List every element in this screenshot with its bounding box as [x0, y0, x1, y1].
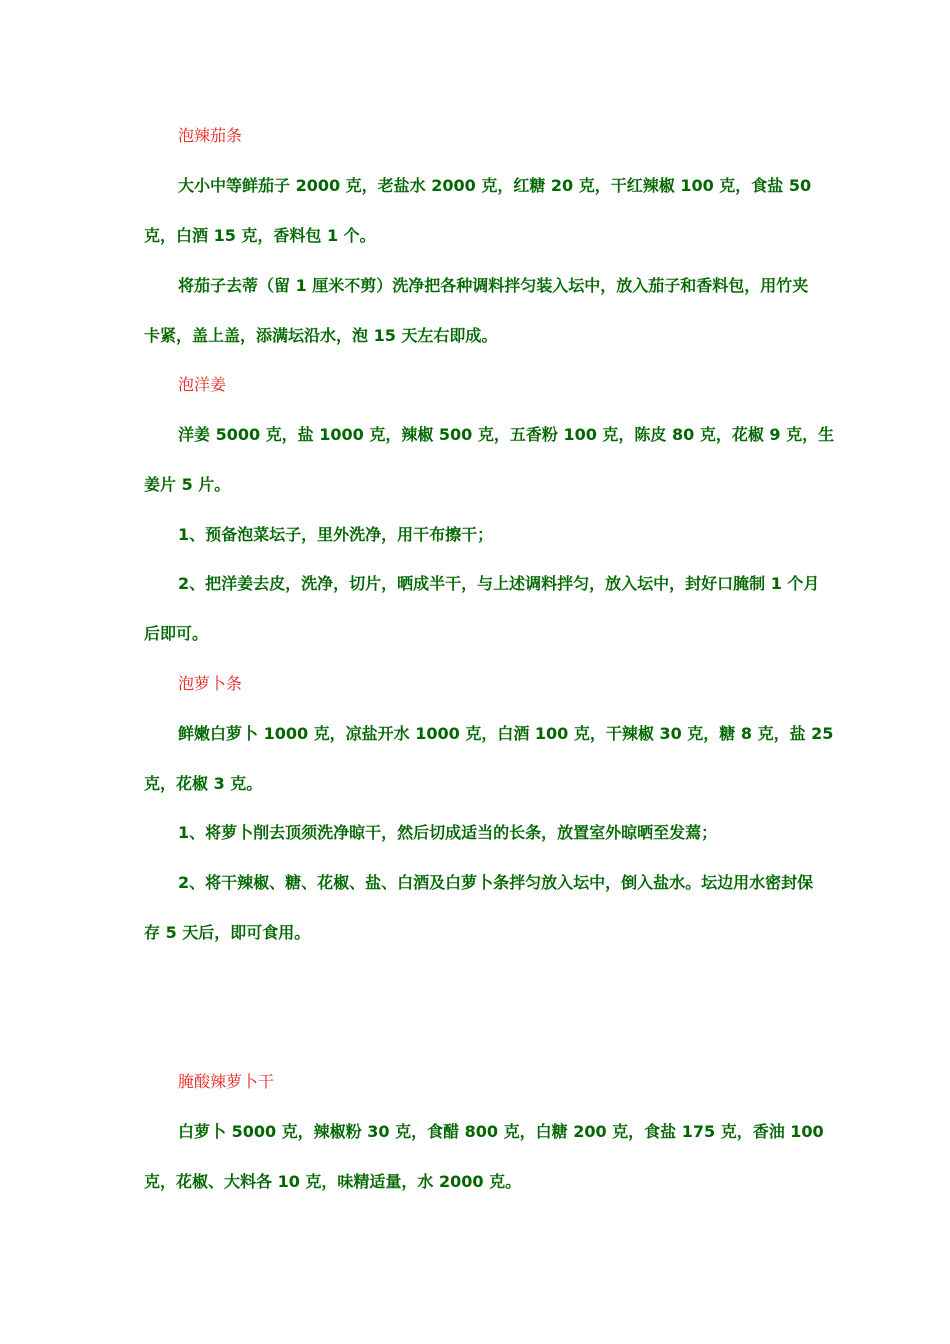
ingredients-line: 鲜嫩白萝卜 1000 克，凉盐开水 1000 克，白酒 100 克，干辣椒 30 克，糖 8 克，盐 25 — [178, 724, 834, 743]
section-title: 腌酸辣萝卜干 — [178, 1072, 275, 1091]
step-line: 后即可。 — [144, 624, 209, 643]
ingredients-line: 克，花椒 3 克。 — [144, 774, 263, 793]
step-line: 1、将萝卜削去顶须洗净晾干，然后切成适当的长条，放置室外晾晒至发蔫； — [178, 823, 718, 842]
ingredients-line: 大小中等鲜茄子 2000 克，老盐水 2000 克，红糖 20 克，干红辣椒 100 克，食盐 50 — [178, 176, 812, 195]
step-line: 2、将干辣椒、糖、花椒、盐、白酒及白萝卜条拌匀放入坛中，倒入盐水。坛边用水密封保 — [178, 873, 814, 892]
ingredients-line: 克，花椒、大料各 10 克，味精适量，水 2000 克。 — [144, 1172, 522, 1191]
ingredients-line: 洋姜 5000 克，盐 1000 克，辣椒 500 克，五香粉 100 克，陈皮 80 克，花椒 9 克，生 — [178, 425, 835, 444]
section-title: 泡洋姜 — [178, 375, 227, 394]
ingredients-line: 克，白酒 15 克，香料包 1 个。 — [144, 226, 376, 245]
section-title: 泡萝卜条 — [178, 674, 243, 693]
method-line: 将茄子去蒂（留 1 厘米不剪）洗净把各种调料拌匀装入坛中，放入茄子和香料包，用竹夹 — [178, 276, 809, 295]
ingredients-line: 白萝卜 5000 克，辣椒粉 30 克，食醋 800 克，白糖 200 克，食盐 175 克，香油 100 — [178, 1122, 824, 1141]
step-line: 2、把洋姜去皮，洗净，切片，晒成半干，与上述调料拌匀，放入坛中，封好口腌制 1 个月 — [178, 574, 820, 593]
method-line: 卡紧，盖上盖，添满坛沿水，泡 15 天左右即成。 — [144, 326, 498, 345]
section-title: 泡辣茄条 — [178, 126, 243, 145]
ingredients-line: 姜片 5 片。 — [144, 475, 231, 494]
step-line: 1、预备泡菜坛子，里外洗净，用干布擦干； — [178, 525, 494, 544]
step-line: 存 5 天后，即可食用。 — [144, 923, 311, 942]
